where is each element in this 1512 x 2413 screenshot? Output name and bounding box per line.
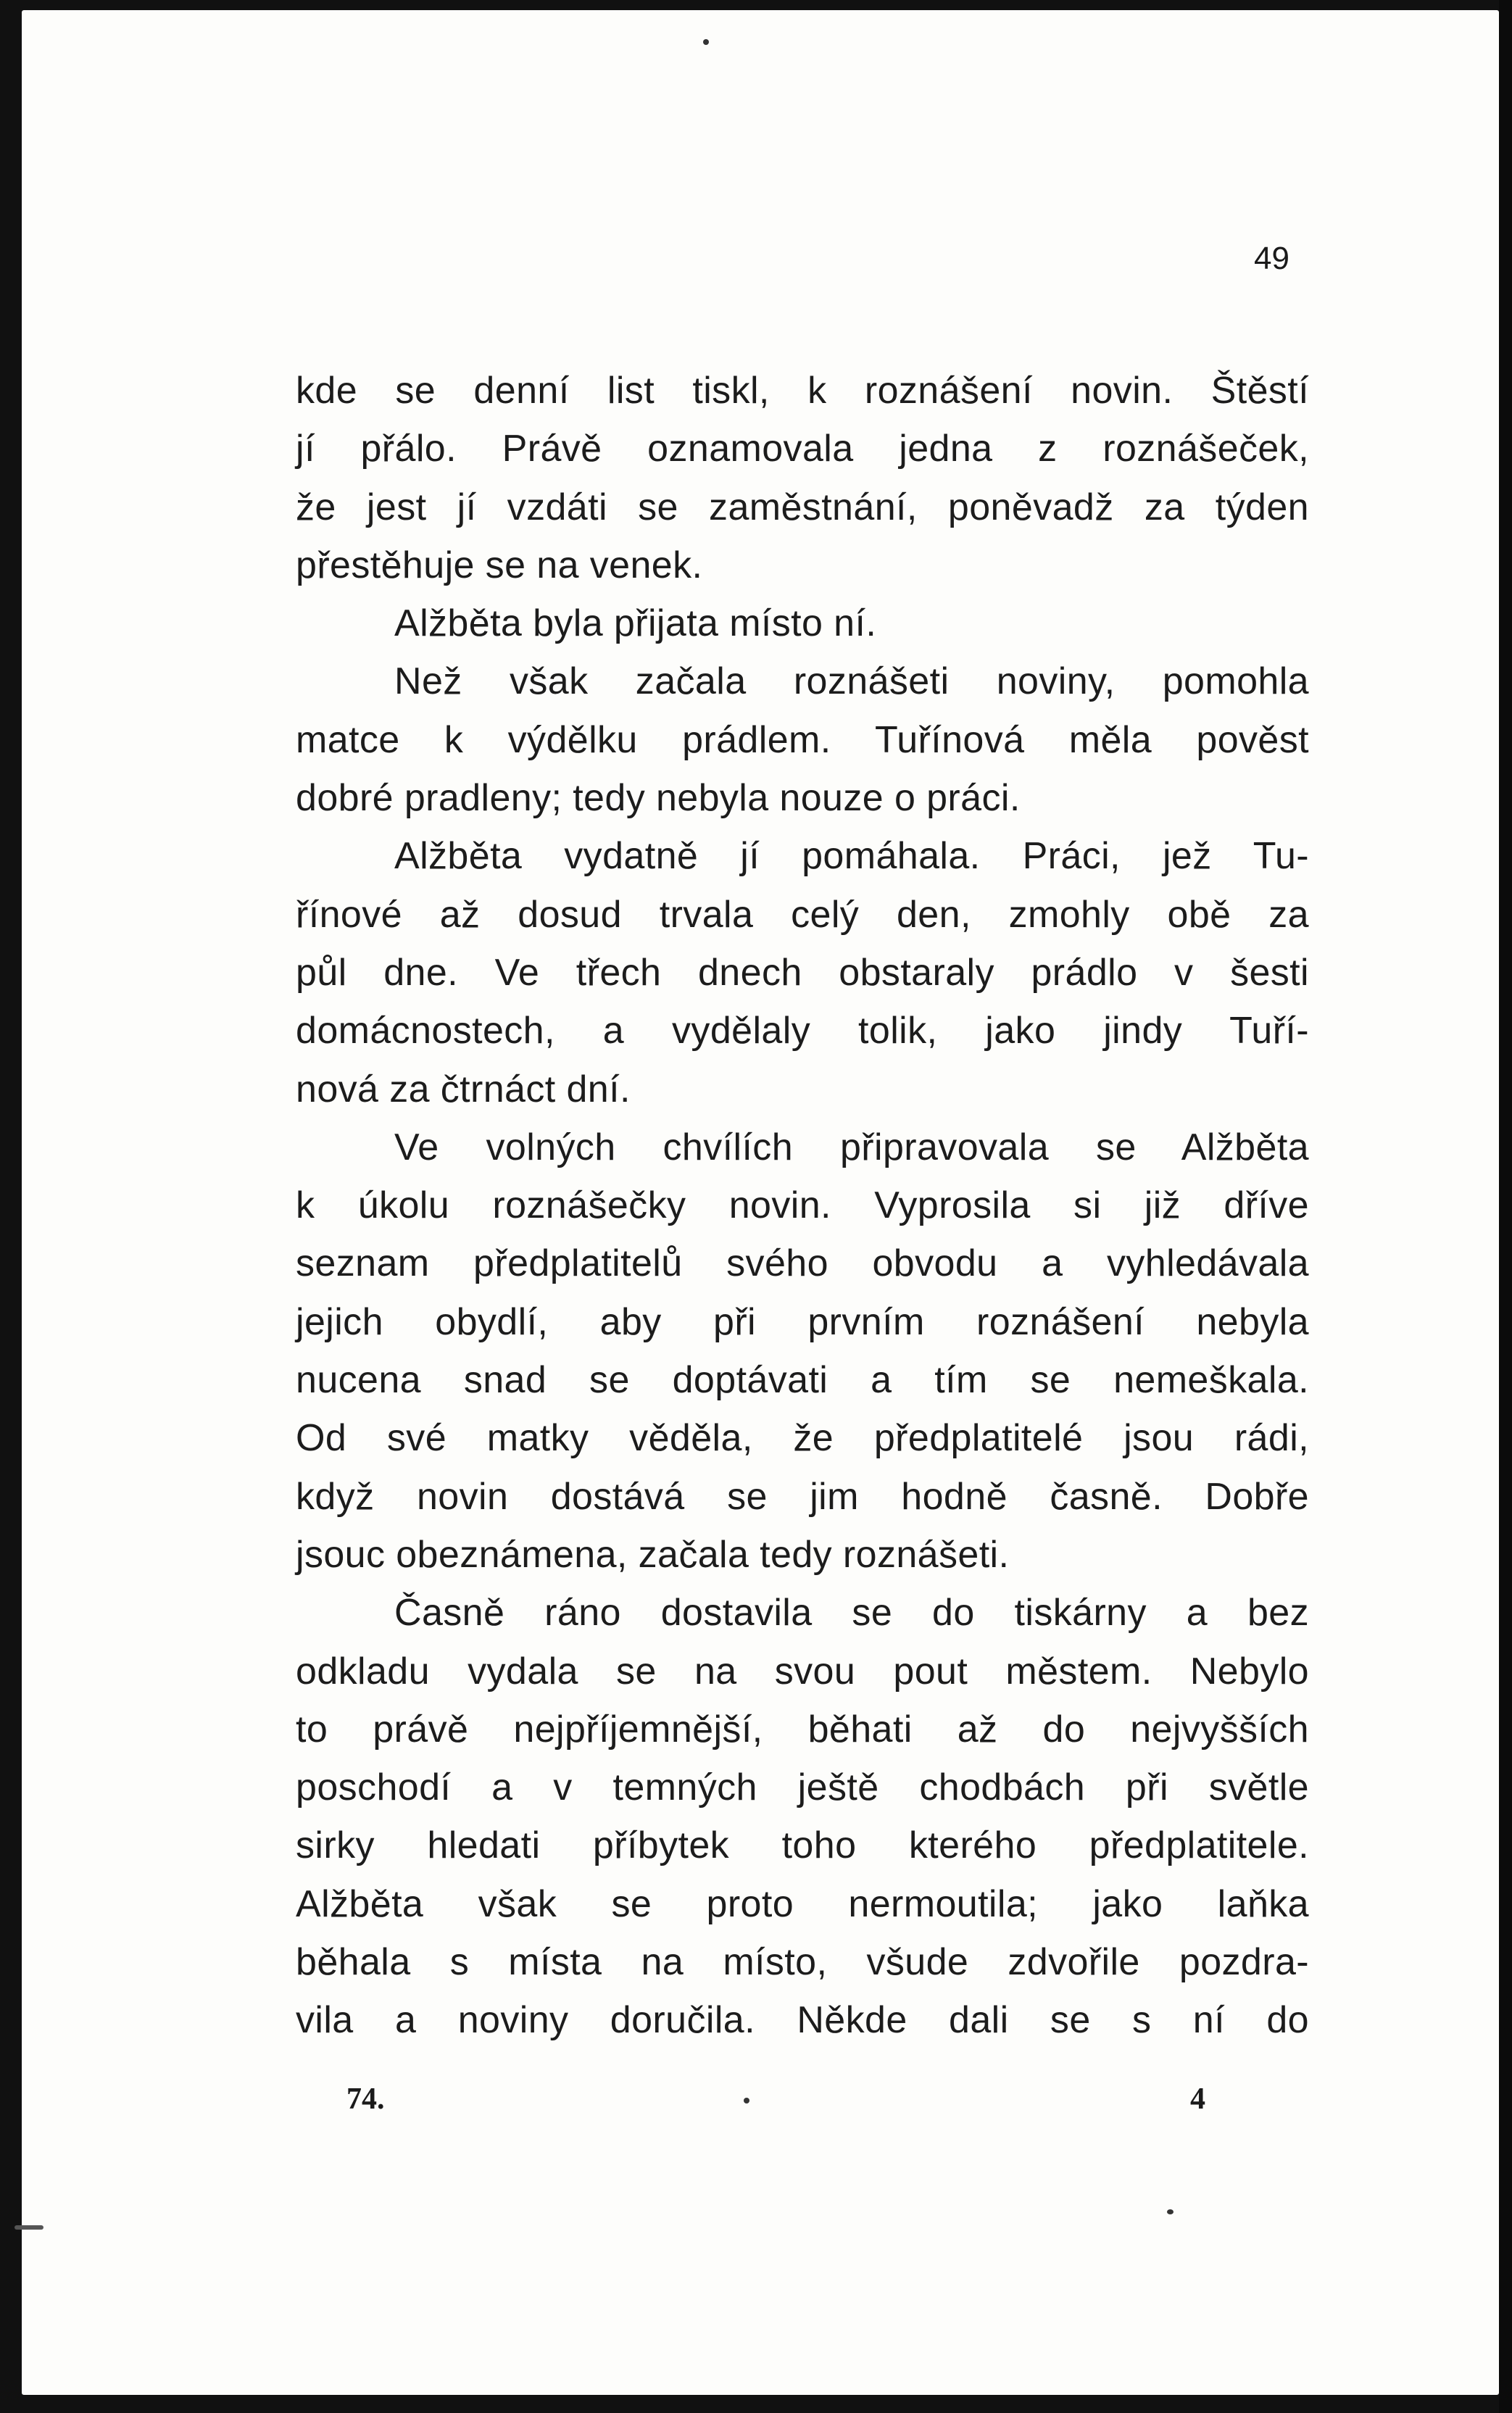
dust-speck [744,2098,749,2103]
text-line: domácnostech, a vydělaly tolik, jako jindy Tuří- [296,1010,1309,1052]
text-line: řínové až dosud trvala celý den, zmohly obě za [296,893,1309,936]
paper-sheet [22,10,1499,2395]
signature-mark-left: 74. [346,2082,385,2116]
text-line: Než však začala roznášeti noviny, pomohla [394,660,1309,703]
text-line: Časně ráno dostavila se do tiskárny a bez [394,1592,1309,1635]
text-line: kde se denní list tiskl, k roznášení novin. Štěstí [296,370,1309,412]
signature-mark-right: 4 [1190,2082,1205,2116]
text-line: vila a noviny doručila. Někde dali se s ní do [296,1999,1309,2042]
dust-speck [703,39,709,45]
text-line: jí přálo. Právě oznamovala jedna z roznášeček, [296,428,1309,470]
scan-edge [1499,0,1512,2413]
text-line: jejich obydlí, aby při prvním roznášení nebyla [296,1300,1309,1343]
body-text [296,362,1309,2050]
page-number: 49 [1254,241,1289,276]
text-line: že jest jí vzdáti se zaměstnání, poněvadž za týden [296,486,1309,528]
text-line: přestěhuje se na venek. [296,544,703,586]
text-line: běhala s místa na místo, všude zdvořile pozdra- [296,1941,1309,1984]
text-line: nucena snad se doptávati a tím se nemeškala. [296,1359,1309,1402]
text-line: Alžběta byla přijata místo ní. [394,602,877,645]
text-line: matce k výdělku prádlem. Tuřínová měla pověst [296,718,1309,761]
text-line: k úkolu roznášečky novin. Vyprosila si již dříve [296,1184,1309,1227]
text-line: sirky hledati příbytek toho kterého předplatitele. [296,1824,1309,1867]
text-line: dobré pradleny; tedy nebyla nouze o práci. [296,777,1021,820]
dust-speck [1167,2209,1174,2214]
text-line: půl dne. Ve třech dnech obstaraly prádlo v šesti [296,951,1309,994]
text-line: Od své matky věděla, že předplatitelé jsou rádi, [296,1417,1309,1460]
text-line: nová za čtrnáct dní. [296,1068,631,1110]
text-line: Ve volných chvílích připravovala se Alžběta [394,1126,1309,1168]
dust-speck [14,2225,43,2230]
text-line: když novin dostává se jim hodně časně. Dobře [296,1475,1309,1518]
text-line: Alžběta vydatně jí pomáhala. Práci, jež Tu- [394,835,1309,878]
text-line: to právě nejpříjemnější, běhati až do nejvyšších [296,1708,1309,1750]
text-line: seznam předplatitelů svého obvodu a vyhledávala [296,1242,1309,1285]
text-line: poschodí a v temných ještě chodbách při světle [296,1766,1309,1809]
text-line: odkladu vydala se na svou pout městem. Nebylo [296,1650,1309,1693]
text-line: jsouc obeznámena, začala tedy roznášeti. [296,1533,1010,1576]
text-line: Alžběta však se proto nermoutila; jako laňka [296,1882,1309,1925]
